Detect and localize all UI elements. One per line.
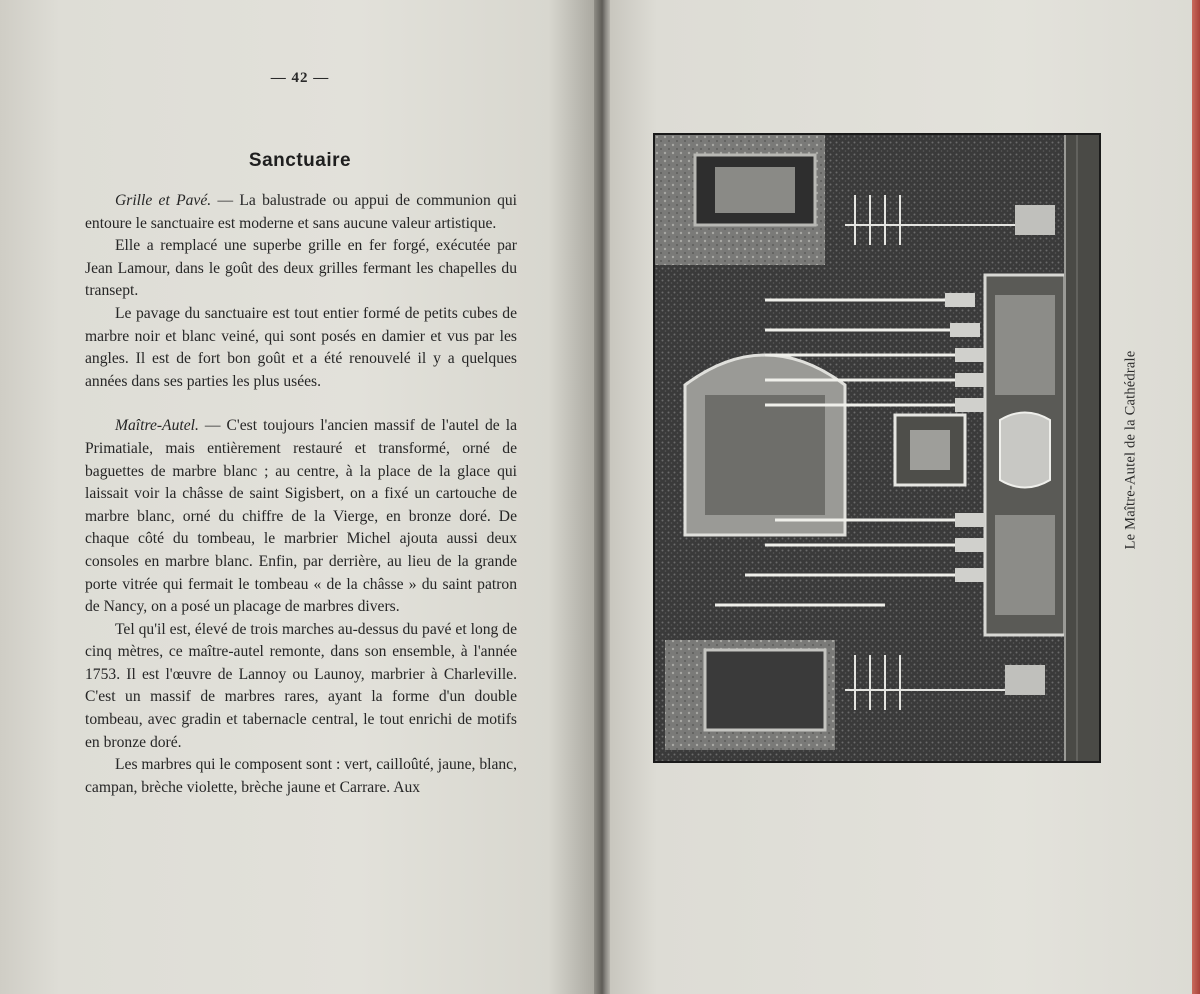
paragraph-lamour [85,235,517,303]
paragraph-text: — C'est toujours l'ancien massif de l'autel de la Primatiale, mais entièrement restauré et transformé, orné de baguettes de marbre blanc ; au centre, à la place de la glace qui laissait voir la châsse de saint Sigisbert, on a fixé un cartouche de marbre blanc, orné du chiffre de la Vierge, en bronze doré. De chaque côté du tombeau, le marbrier Michel ajouta aussi deux consoles en marbre blanc. Enfin, par derrière, au lieu de la grande porte vitrée qui fermait le tombeau « de la châsse » du saint patron de Nancy, on a posé un placage de marbres divers. [85,417,517,616]
altar-photograph-drawing [655,135,1099,761]
altar-photograph [653,133,1101,763]
paragraph-pavage [85,303,517,393]
paragraph-marbres [85,754,517,799]
plate-caption-text: Le Maître-Autel de la Cathédrale [1122,350,1139,550]
body-text [85,190,517,799]
paragraph-tel-qu-il-est [85,619,517,755]
plate-caption [1124,330,1138,570]
paragraph-text: — La balustrade ou appui de communion qui entoure le sanctuaire est moderne et sans aucune valeur artistique. [85,192,517,232]
paragraph-lead: Maître-Autel. [115,417,199,435]
paragraph-text: Tel qu'il est, élevé de trois marches au-dessus du pavé et long de cinq mètres, ce maître-autel remonte, dans son ensemble, à l'année 1753. Il est l'œuvre de Lannoy ou Launoy, marbrier à Charleville. C'est un massif de marbres rares, ayant la forme d'un double tombeau, avec gradin et tabernacle central, le tout enrichi de motifs en bronze doré. [85,620,517,751]
paragraph-text: Le pavage du sanctuaire est tout entier formé de petits cubes de marbre noir et blanc veiné, qui sont posés en damier et vus par les angles. Il est de fort bon goût et a été renouvelé il y a quelques années dans ses parties les plus usées. [85,304,517,390]
paragraph-maitre-autel [85,415,517,618]
paragraph-grille [85,190,517,235]
page-number: — 42 — [270,70,330,86]
paragraph-lead: Grille et Pavé. [115,192,212,209]
paragraph-text: Les marbres qui le composent sont : vert, cailloûté, jaune, blanc, campan, brèche violette, brèche jaune et Carrare. Aux [85,756,517,796]
book-cover-edge [1192,0,1200,994]
left-page [0,0,596,994]
section-title: Sanctuaire [248,150,352,171]
paragraph-text: Elle a remplacé une superbe grille en fer forgé, exécutée par Jean Lamour, dans le goût des deux grilles fermant les chapelles du transept. [85,237,517,300]
